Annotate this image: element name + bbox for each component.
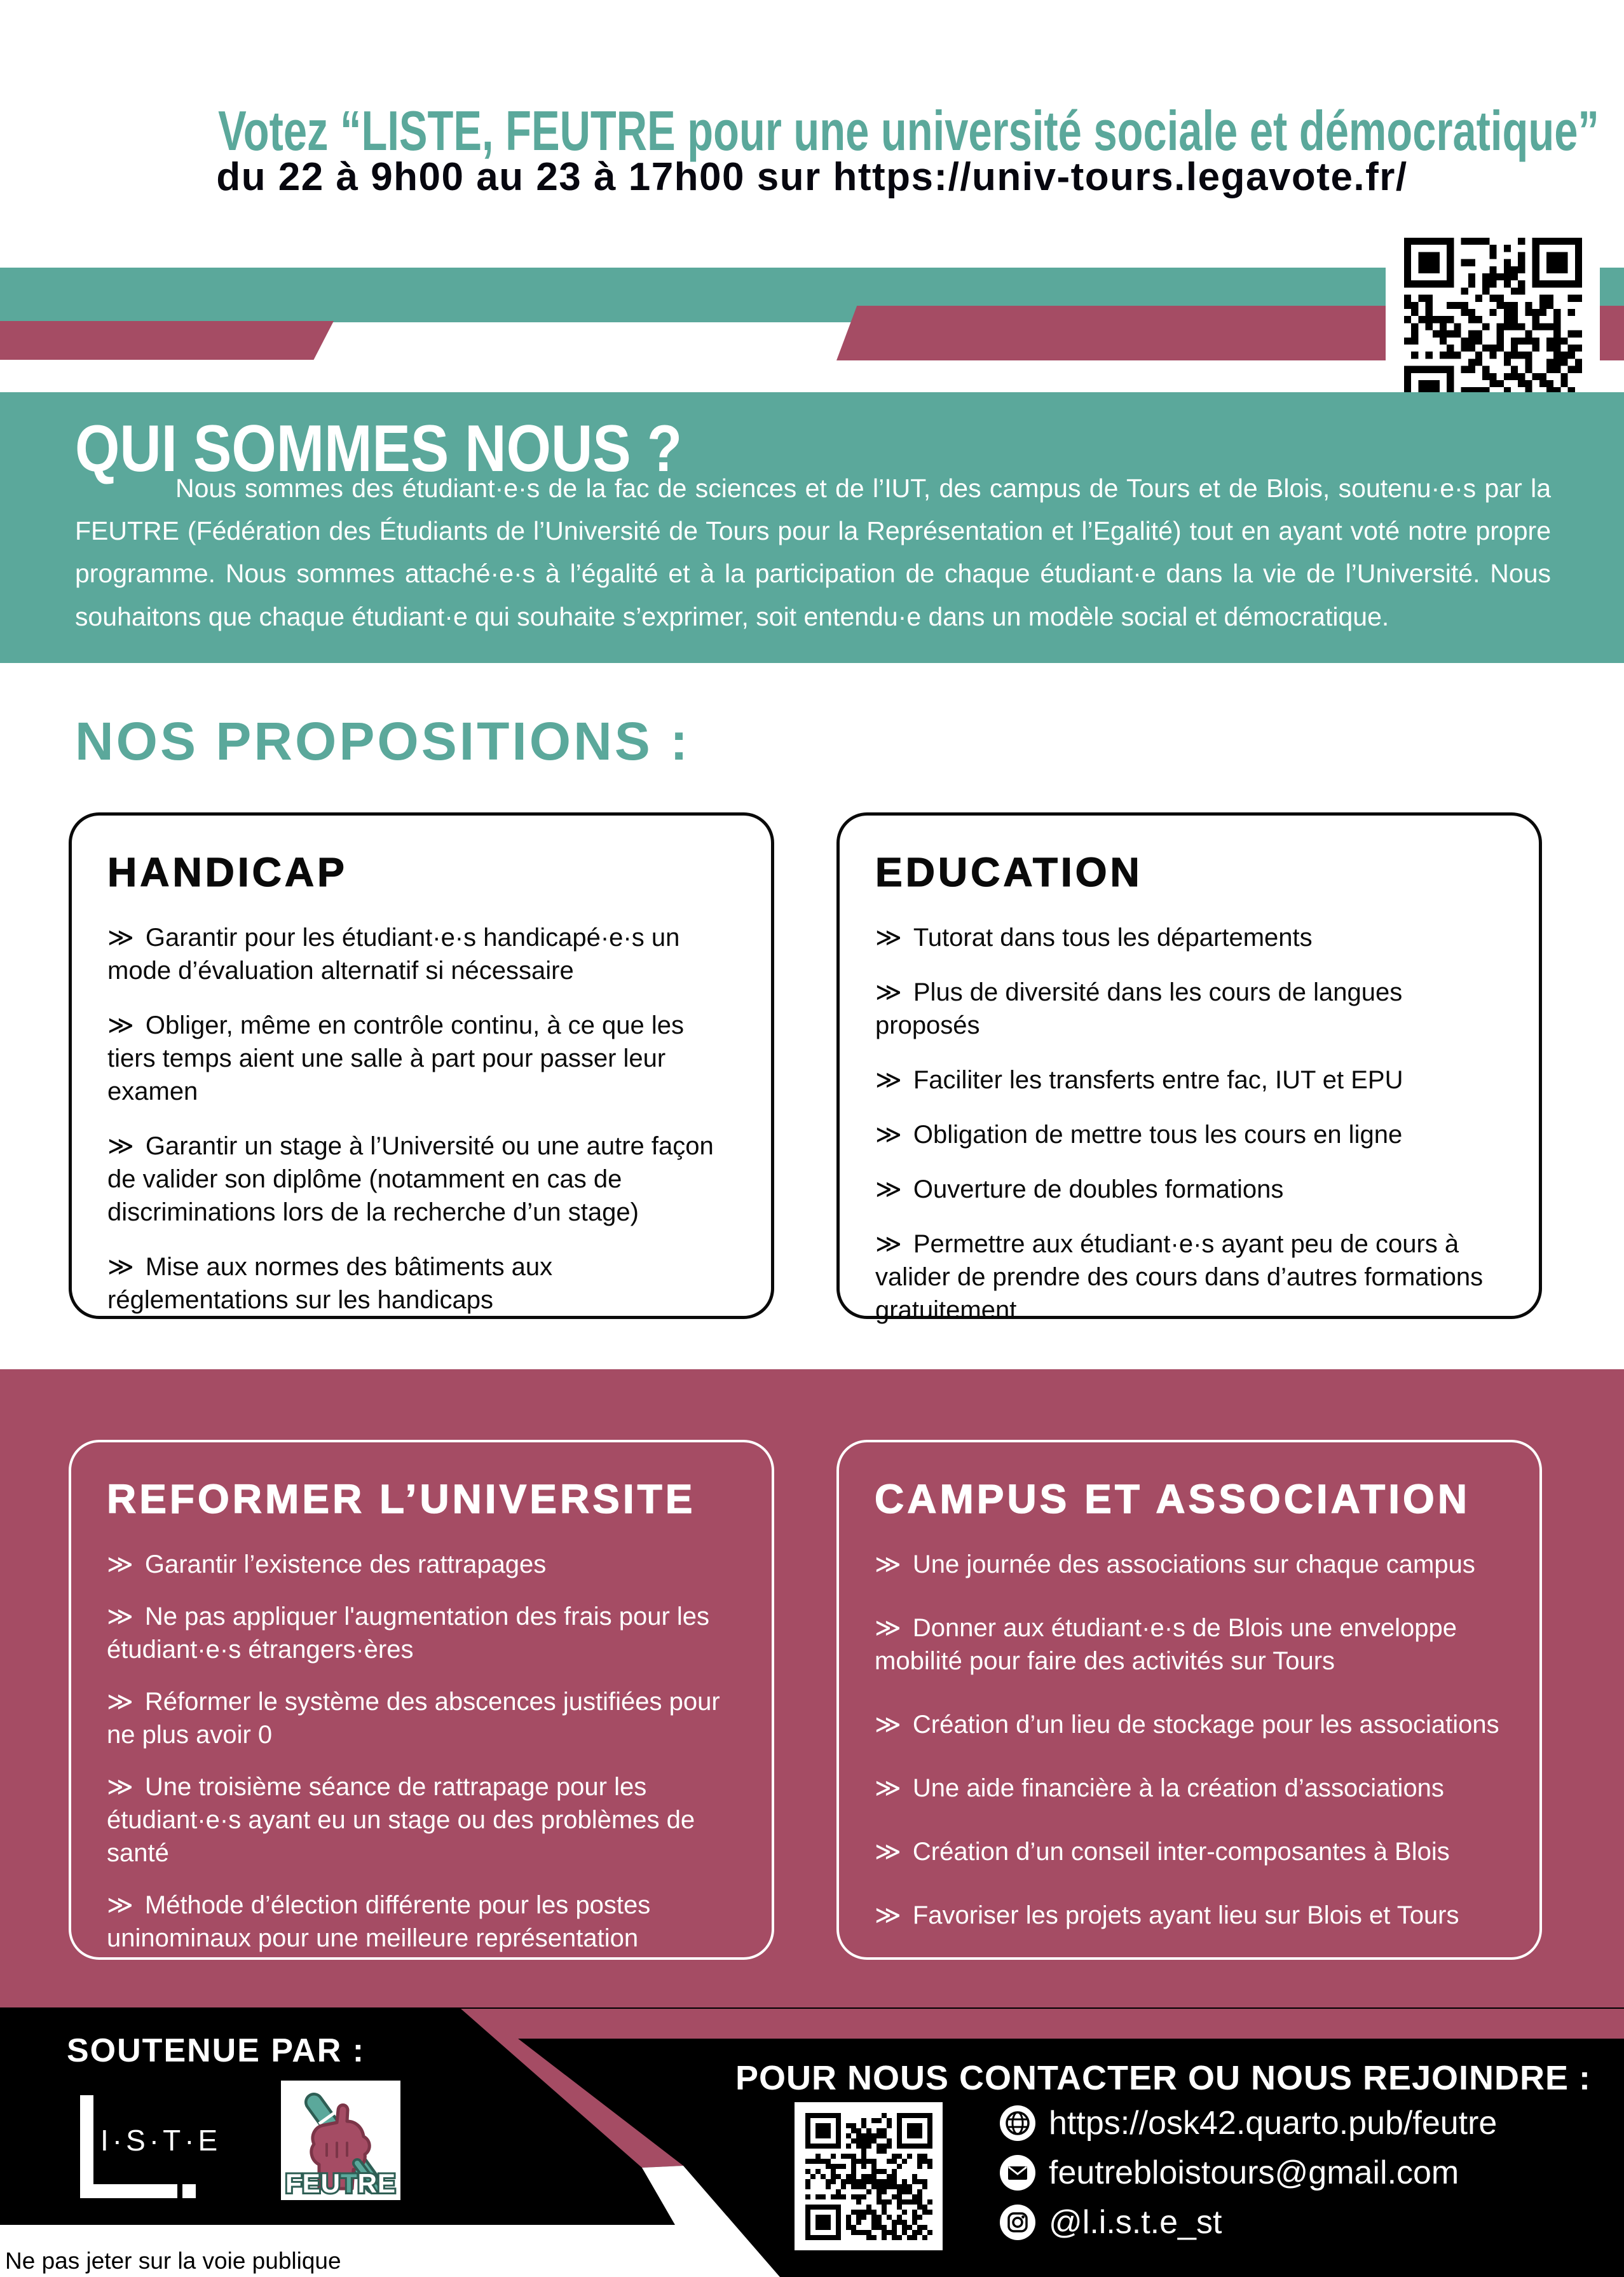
chevron-bullet-icon: ≫ [875,1230,902,1258]
propositions-heading: NOS PROPOSITIONS : [75,711,691,771]
supported-by-label: SOUTENUE PAR : [67,2032,365,2069]
qui-sommes-nous-heading: QUI SOMMES NOUS ? [75,412,683,486]
qr-code-contact [795,2102,943,2250]
contact-heading: POUR NOUS CONTACTER OU NOUS REJOINDRE : [735,2059,1592,2097]
proposal-item: ≫ Une troisième séance de rattrapage pour les étudiant·e·s ayant eu un stage ou des problèmes de santé [107,1773,695,1867]
contact-list [999,2104,1497,2241]
chevron-bullet-icon: ≫ [107,1773,133,1801]
proposal-item: ≫ Obliger, même en contrôle continu, à ce que les tiers temps aient une salle à part pour passer leur examen [107,1011,685,1105]
proposal-item: ≫ Garantir pour les étudiant·e·s handicapé·e·s un mode d’évaluation alternatif si nécessaire [107,924,680,985]
liste-logo-bar [80,2095,93,2198]
proposal-item: ≫ Mise aux normes des bâtiments aux réglementations sur les handicaps [107,1253,553,1314]
disclaimer-text: Ne pas jeter sur la voie publique [5,2248,341,2274]
proposal-item: ≫ Donner aux étudiant·e·s de Blois une enveloppe mobilité pour faire des activités sur Tours [875,1614,1457,1675]
proposal-item: ≫ Une aide financière à la création d’associations [875,1774,1444,1802]
feutre-logo-text: FEUTRE [285,2168,397,2198]
contact-instagram: @l.i.s.t.e_st [999,2203,1497,2241]
chevron-bullet-icon: ≫ [107,1688,133,1716]
proposal-item: ≫ Garantir un stage à l’Université ou une autre façon de valider son diplôme (notamment en cas de discriminations lors de la recherche d’un stage) [107,1132,714,1226]
chevron-bullet-icon: ≫ [107,1891,133,1919]
email-icon [999,2154,1036,2191]
chevron-bullet-icon: ≫ [875,1901,901,1929]
qui-sommes-nous-section [0,392,1624,663]
chevron-bullet-icon: ≫ [875,1066,902,1094]
feutre-fist-pen-icon [281,2081,400,2200]
liste-logo-bar [80,2184,177,2198]
chevron-bullet-icon: ≫ [875,1774,901,1802]
chevron-bullet-icon: ≫ [875,1614,901,1642]
proposal-item: ≫ Réformer le système des abscences justifiées pour ne plus avoir 0 [107,1688,720,1749]
proposal-item: ≫ Obligation de mettre tous les cours en ligne [875,1121,1403,1149]
proposal-item: ≫ Création d’un lieu de stockage pour les associations [875,1711,1499,1739]
contact-website: https://osk42.quarto.pub/feutre [999,2104,1497,2142]
chevron-bullet-icon: ≫ [875,1121,902,1149]
instagram-icon [999,2204,1036,2241]
proposal-item: ≫ Ne pas appliquer l'augmentation des frais pour les étudiant·e·s étrangers·ères [107,1603,710,1664]
proposal-item: ≫ Création d’un conseil inter-composantes à Blois [875,1838,1450,1866]
globe-icon [999,2105,1036,2142]
card-title: CAMPUS ET ASSOCIATION [875,1476,1471,1522]
feutre-logo [281,2081,400,2200]
page-title: Votez “LISTE, FEUTRE pour une université sociale et démocratique” [218,99,1599,162]
card-title: EDUCATION [875,849,1143,895]
liste-logo-dot [182,2184,196,2198]
chevron-bullet-icon: ≫ [875,1838,901,1866]
proposal-item: ≫ Permettre aux étudiant·e·s ayant peu de cours à valider de prendre des cours dans d’autres formations gratuitement [875,1230,1484,1324]
proposal-card-campus-association [836,1440,1542,1960]
chevron-bullet-icon: ≫ [107,1603,133,1631]
chevron-bullet-icon: ≫ [875,1711,901,1739]
chevron-bullet-icon: ≫ [875,924,902,952]
chevron-bullet-icon: ≫ [107,924,134,952]
chevron-bullet-icon: ≫ [107,1253,134,1281]
qr-code-icon [1404,238,1582,416]
proposal-item: ≫ Garantir l’existence des rattrapages [107,1550,547,1578]
contact-email: feutrebloistours@gmail.com [999,2154,1497,2192]
chevron-bullet-icon: ≫ [107,1132,134,1160]
propositions-maroon-section [0,1369,1624,2007]
proposal-card-reformer-universite [69,1440,774,1960]
card-title: HANDICAP [107,849,348,895]
proposal-item: ≫ Favoriser les projets ayant lieu sur Blois et Tours [875,1901,1459,1929]
chevron-bullet-icon: ≫ [875,978,902,1006]
proposal-card-handicap [69,812,774,1319]
card-title: REFORMER L’UNIVERSITE [107,1476,696,1522]
vote-dates-url: du 22 à 9h00 au 23 à 17h00 sur https://univ-tours.legavote.fr/ [216,155,1408,199]
decor-maroon-band-left [0,321,334,360]
proposal-item: ≫ Ouverture de doubles formations [875,1175,1284,1203]
proposal-item: ≫ Plus de diversité dans les cours de langues proposés [875,978,1403,1039]
chevron-bullet-icon: ≫ [875,1550,901,1578]
qr-code-icon [805,2113,932,2240]
proposal-item: ≫ Tutorat dans tous les départements [875,924,1313,952]
liste-logo-text: I·S·T·E [100,2124,222,2157]
proposal-item: ≫ Une journée des associations sur chaque campus [875,1550,1475,1578]
chevron-bullet-icon: ≫ [107,1550,133,1578]
chevron-bullet-icon: ≫ [875,1175,902,1203]
qui-sommes-nous-body: Nous sommes des étudiant·e·s de la fac de sciences et de l’IUT, des campus de Tours et de Blois, soutenu·e·s par la FEUTRE (Fédération des Étudiants de l’Université de Tours pour la Représentation et l’Egalité) tout en ayant voté notre propre programme. Nous sommes attaché·e·s à l’égalité et à la participation de chaque étudiant·e dans la vie de l’Université. Nous souhaitons que chaque étudiant·e qui souhaite s’exprimer, soit entendu·e dans un modèle social et démocratique. [75,474,1551,631]
liste-logo [80,2095,222,2198]
proposal-item: ≫ Faciliter les transferts entre fac, IUT et EPU [875,1066,1403,1094]
proposal-item: ≫ Méthode d’élection différente pour les postes uninominaux pour une meilleure représentation [107,1891,651,1952]
chevron-bullet-icon: ≫ [107,1011,134,1039]
proposal-card-education [836,812,1542,1324]
